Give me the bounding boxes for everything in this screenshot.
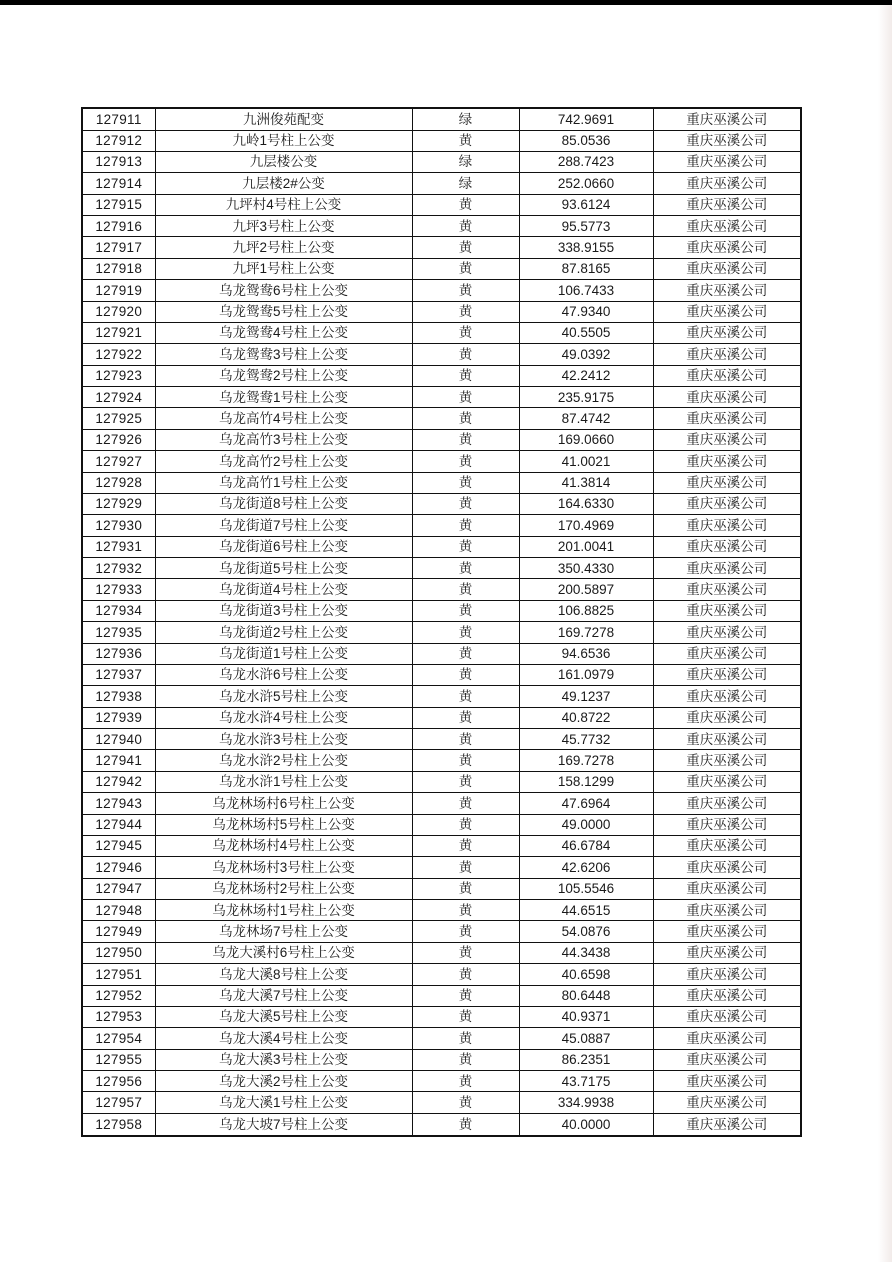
- cell-load-value: 41.3814: [519, 472, 653, 493]
- cell-company-name: 重庆巫溪公司: [653, 408, 801, 429]
- cell-device-name: 乌龙大溪8号柱上公变: [155, 964, 412, 985]
- table-row: [82, 536, 801, 557]
- cell-device-name: 乌龙水浒2号柱上公变: [155, 750, 412, 771]
- cell-color-flag: 黄: [412, 1049, 519, 1070]
- table-row: [82, 493, 801, 514]
- cell-id: 127922: [82, 344, 155, 365]
- cell-color-flag: 黄: [412, 408, 519, 429]
- cell-color-flag: 黄: [412, 921, 519, 942]
- cell-device-name: 乌龙街道4号柱上公变: [155, 579, 412, 600]
- cell-id: 127942: [82, 771, 155, 792]
- cell-id: 127918: [82, 258, 155, 279]
- cell-load-value: 95.5773: [519, 216, 653, 237]
- cell-company-name: 重庆巫溪公司: [653, 108, 801, 130]
- cell-color-flag: 黄: [412, 322, 519, 343]
- table-row: [82, 216, 801, 237]
- cell-load-value: 169.0660: [519, 429, 653, 450]
- cell-device-name: 九层楼公变: [155, 151, 412, 172]
- cell-color-flag: 绿: [412, 151, 519, 172]
- cell-id: 127930: [82, 515, 155, 536]
- table-row: [82, 173, 801, 194]
- cell-color-flag: 黄: [412, 835, 519, 856]
- cell-device-name: 乌龙大溪3号柱上公变: [155, 1049, 412, 1070]
- cell-id: 127952: [82, 985, 155, 1006]
- cell-device-name: 乌龙水浒1号柱上公变: [155, 771, 412, 792]
- cell-company-name: 重庆巫溪公司: [653, 151, 801, 172]
- cell-company-name: 重庆巫溪公司: [653, 173, 801, 194]
- top-black-bar: [0, 0, 892, 5]
- cell-color-flag: 黄: [412, 1028, 519, 1049]
- cell-device-name: 乌龙鸳鸯1号柱上公变: [155, 387, 412, 408]
- cell-device-name: 乌龙街道8号柱上公变: [155, 493, 412, 514]
- cell-company-name: 重庆巫溪公司: [653, 387, 801, 408]
- table-row: [82, 1049, 801, 1070]
- cell-id: 127947: [82, 878, 155, 899]
- cell-load-value: 49.0000: [519, 814, 653, 835]
- cell-device-name: 乌龙街道7号柱上公变: [155, 515, 412, 536]
- table-row: [82, 515, 801, 536]
- cell-id: 127928: [82, 472, 155, 493]
- table-row: [82, 429, 801, 450]
- cell-company-name: 重庆巫溪公司: [653, 600, 801, 621]
- cell-color-flag: 黄: [412, 365, 519, 386]
- table-row: [82, 878, 801, 899]
- cell-device-name: 九岭1号柱上公变: [155, 130, 412, 151]
- cell-color-flag: 黄: [412, 579, 519, 600]
- table-row: [82, 1028, 801, 1049]
- cell-company-name: 重庆巫溪公司: [653, 493, 801, 514]
- table-row: [82, 579, 801, 600]
- cell-color-flag: 绿: [412, 173, 519, 194]
- table-row: [82, 857, 801, 878]
- cell-load-value: 201.0041: [519, 536, 653, 557]
- cell-id: 127948: [82, 900, 155, 921]
- cell-company-name: 重庆巫溪公司: [653, 130, 801, 151]
- table-row: [82, 108, 801, 130]
- cell-company-name: 重庆巫溪公司: [653, 322, 801, 343]
- table-row: [82, 322, 801, 343]
- cell-color-flag: 黄: [412, 686, 519, 707]
- table-row: [82, 451, 801, 472]
- cell-id: 127934: [82, 600, 155, 621]
- table-row: [82, 771, 801, 792]
- cell-color-flag: 黄: [412, 536, 519, 557]
- table-row: [82, 622, 801, 643]
- cell-id: 127956: [82, 1071, 155, 1092]
- cell-device-name: 乌龙鸳鸯4号柱上公变: [155, 322, 412, 343]
- cell-device-name: 乌龙街道2号柱上公变: [155, 622, 412, 643]
- page-right-edge-shade: [878, 5, 892, 1262]
- cell-device-name: 乌龙林场村5号柱上公变: [155, 814, 412, 835]
- cell-color-flag: 黄: [412, 942, 519, 963]
- table-row: [82, 707, 801, 728]
- cell-device-name: 乌龙鸳鸯3号柱上公变: [155, 344, 412, 365]
- cell-device-name: 乌龙林场村2号柱上公变: [155, 878, 412, 899]
- cell-load-value: 54.0876: [519, 921, 653, 942]
- cell-load-value: 94.6536: [519, 643, 653, 664]
- cell-load-value: 44.3438: [519, 942, 653, 963]
- cell-color-flag: 黄: [412, 750, 519, 771]
- table-row: [82, 964, 801, 985]
- cell-device-name: 乌龙鸳鸯6号柱上公变: [155, 280, 412, 301]
- cell-color-flag: 黄: [412, 814, 519, 835]
- cell-color-flag: 黄: [412, 280, 519, 301]
- cell-load-value: 49.0392: [519, 344, 653, 365]
- table-row: [82, 1006, 801, 1027]
- cell-company-name: 重庆巫溪公司: [653, 921, 801, 942]
- cell-device-name: 九洲俊苑配变: [155, 108, 412, 130]
- cell-device-name: 乌龙林场村3号柱上公变: [155, 857, 412, 878]
- cell-color-flag: 黄: [412, 194, 519, 215]
- table-row: [82, 344, 801, 365]
- cell-company-name: 重庆巫溪公司: [653, 857, 801, 878]
- cell-company-name: 重庆巫溪公司: [653, 515, 801, 536]
- cell-load-value: 350.4330: [519, 558, 653, 579]
- cell-load-value: 86.2351: [519, 1049, 653, 1070]
- cell-device-name: 乌龙水浒6号柱上公变: [155, 664, 412, 685]
- cell-color-flag: 黄: [412, 985, 519, 1006]
- cell-device-name: 乌龙林场村4号柱上公变: [155, 835, 412, 856]
- cell-id: 127943: [82, 793, 155, 814]
- table-row: [82, 793, 801, 814]
- cell-company-name: 重庆巫溪公司: [653, 985, 801, 1006]
- cell-id: 127913: [82, 151, 155, 172]
- cell-company-name: 重庆巫溪公司: [653, 793, 801, 814]
- cell-color-flag: 黄: [412, 493, 519, 514]
- cell-company-name: 重庆巫溪公司: [653, 237, 801, 258]
- cell-id: 127936: [82, 643, 155, 664]
- cell-color-flag: 黄: [412, 472, 519, 493]
- cell-id: 127912: [82, 130, 155, 151]
- cell-id: 127933: [82, 579, 155, 600]
- cell-id: 127939: [82, 707, 155, 728]
- cell-device-name: 乌龙林场7号柱上公变: [155, 921, 412, 942]
- cell-color-flag: 绿: [412, 108, 519, 130]
- cell-device-name: 乌龙水浒3号柱上公变: [155, 729, 412, 750]
- cell-id: 127946: [82, 857, 155, 878]
- table-row: [82, 750, 801, 771]
- cell-load-value: 169.7278: [519, 750, 653, 771]
- cell-color-flag: 黄: [412, 1092, 519, 1113]
- cell-company-name: 重庆巫溪公司: [653, 686, 801, 707]
- cell-color-flag: 黄: [412, 771, 519, 792]
- cell-device-name: 乌龙鸳鸯2号柱上公变: [155, 365, 412, 386]
- cell-company-name: 重庆巫溪公司: [653, 707, 801, 728]
- cell-load-value: 106.7433: [519, 280, 653, 301]
- cell-id: 127953: [82, 1006, 155, 1027]
- cell-load-value: 158.1299: [519, 771, 653, 792]
- cell-company-name: 重庆巫溪公司: [653, 1006, 801, 1027]
- cell-company-name: 重庆巫溪公司: [653, 878, 801, 899]
- cell-color-flag: 黄: [412, 130, 519, 151]
- cell-color-flag: 黄: [412, 387, 519, 408]
- table-row: [82, 408, 801, 429]
- cell-load-value: 42.6206: [519, 857, 653, 878]
- cell-device-name: 乌龙林场村1号柱上公变: [155, 900, 412, 921]
- cell-device-name: 乌龙水浒4号柱上公变: [155, 707, 412, 728]
- cell-id: 127954: [82, 1028, 155, 1049]
- cell-company-name: 重庆巫溪公司: [653, 964, 801, 985]
- cell-load-value: 93.6124: [519, 194, 653, 215]
- cell-id: 127950: [82, 942, 155, 963]
- cell-load-value: 164.6330: [519, 493, 653, 514]
- cell-id: 127914: [82, 173, 155, 194]
- cell-id: 127931: [82, 536, 155, 557]
- cell-color-flag: 黄: [412, 1071, 519, 1092]
- table-row: [82, 558, 801, 579]
- cell-color-flag: 黄: [412, 1006, 519, 1027]
- cell-load-value: 45.7732: [519, 729, 653, 750]
- table-body: [82, 108, 801, 1136]
- cell-company-name: 重庆巫溪公司: [653, 622, 801, 643]
- table-row: [82, 835, 801, 856]
- cell-device-name: 乌龙大溪村6号柱上公变: [155, 942, 412, 963]
- table-row: [82, 729, 801, 750]
- cell-device-name: 乌龙大溪5号柱上公变: [155, 1006, 412, 1027]
- table-row: [82, 985, 801, 1006]
- table-row: [82, 1092, 801, 1113]
- cell-company-name: 重庆巫溪公司: [653, 750, 801, 771]
- cell-company-name: 重庆巫溪公司: [653, 280, 801, 301]
- cell-company-name: 重庆巫溪公司: [653, 536, 801, 557]
- cell-color-flag: 黄: [412, 600, 519, 621]
- cell-color-flag: 黄: [412, 344, 519, 365]
- cell-color-flag: 黄: [412, 622, 519, 643]
- cell-load-value: 41.0021: [519, 451, 653, 472]
- cell-load-value: 87.4742: [519, 408, 653, 429]
- cell-load-value: 47.6964: [519, 793, 653, 814]
- cell-load-value: 161.0979: [519, 664, 653, 685]
- cell-id: 127940: [82, 729, 155, 750]
- cell-device-name: 乌龙大溪7号柱上公变: [155, 985, 412, 1006]
- cell-device-name: 乌龙高竹1号柱上公变: [155, 472, 412, 493]
- cell-company-name: 重庆巫溪公司: [653, 900, 801, 921]
- cell-company-name: 重庆巫溪公司: [653, 1113, 801, 1136]
- cell-load-value: 169.7278: [519, 622, 653, 643]
- cell-load-value: 338.9155: [519, 237, 653, 258]
- cell-id: 127945: [82, 835, 155, 856]
- cell-color-flag: 黄: [412, 729, 519, 750]
- table-row: [82, 921, 801, 942]
- transformer-table: [81, 107, 802, 1137]
- cell-id: 127937: [82, 664, 155, 685]
- cell-device-name: 乌龙鸳鸯5号柱上公变: [155, 301, 412, 322]
- cell-load-value: 334.9938: [519, 1092, 653, 1113]
- table-row: [82, 365, 801, 386]
- cell-device-name: 九坪3号柱上公变: [155, 216, 412, 237]
- cell-device-name: 乌龙街道1号柱上公变: [155, 643, 412, 664]
- cell-id: 127916: [82, 216, 155, 237]
- cell-company-name: 重庆巫溪公司: [653, 301, 801, 322]
- cell-color-flag: 黄: [412, 1113, 519, 1136]
- cell-company-name: 重庆巫溪公司: [653, 814, 801, 835]
- cell-id: 127958: [82, 1113, 155, 1136]
- cell-load-value: 85.0536: [519, 130, 653, 151]
- cell-load-value: 40.6598: [519, 964, 653, 985]
- table-row: [82, 664, 801, 685]
- cell-device-name: 乌龙街道3号柱上公变: [155, 600, 412, 621]
- cell-color-flag: 黄: [412, 964, 519, 985]
- cell-load-value: 105.5546: [519, 878, 653, 899]
- cell-load-value: 46.6784: [519, 835, 653, 856]
- cell-color-flag: 黄: [412, 878, 519, 899]
- cell-id: 127932: [82, 558, 155, 579]
- cell-id: 127935: [82, 622, 155, 643]
- cell-id: 127924: [82, 387, 155, 408]
- cell-company-name: 重庆巫溪公司: [653, 835, 801, 856]
- cell-device-name: 乌龙大溪2号柱上公变: [155, 1071, 412, 1092]
- cell-company-name: 重庆巫溪公司: [653, 1028, 801, 1049]
- cell-device-name: 乌龙高竹3号柱上公变: [155, 429, 412, 450]
- cell-id: 127915: [82, 194, 155, 215]
- cell-id: 127926: [82, 429, 155, 450]
- cell-device-name: 九坪2号柱上公变: [155, 237, 412, 258]
- cell-device-name: 乌龙大溪1号柱上公变: [155, 1092, 412, 1113]
- cell-id: 127957: [82, 1092, 155, 1113]
- cell-load-value: 80.6448: [519, 985, 653, 1006]
- cell-company-name: 重庆巫溪公司: [653, 729, 801, 750]
- table-row: [82, 1071, 801, 1092]
- table-row: [82, 643, 801, 664]
- cell-company-name: 重庆巫溪公司: [653, 429, 801, 450]
- cell-color-flag: 黄: [412, 258, 519, 279]
- cell-id: 127949: [82, 921, 155, 942]
- cell-company-name: 重庆巫溪公司: [653, 942, 801, 963]
- cell-device-name: 九层楼2#公变: [155, 173, 412, 194]
- cell-load-value: 42.2412: [519, 365, 653, 386]
- table-row: [82, 258, 801, 279]
- table-row: [82, 387, 801, 408]
- cell-color-flag: 黄: [412, 558, 519, 579]
- cell-load-value: 106.8825: [519, 600, 653, 621]
- cell-company-name: 重庆巫溪公司: [653, 216, 801, 237]
- cell-company-name: 重庆巫溪公司: [653, 1071, 801, 1092]
- table-row: [82, 1113, 801, 1136]
- cell-color-flag: 黄: [412, 643, 519, 664]
- cell-load-value: 44.6515: [519, 900, 653, 921]
- cell-id: 127923: [82, 365, 155, 386]
- table-row: [82, 194, 801, 215]
- cell-color-flag: 黄: [412, 707, 519, 728]
- cell-id: 127944: [82, 814, 155, 835]
- cell-load-value: 40.5505: [519, 322, 653, 343]
- table-row: [82, 237, 801, 258]
- cell-id: 127911: [82, 108, 155, 130]
- table-row: [82, 900, 801, 921]
- table-row: [82, 942, 801, 963]
- cell-company-name: 重庆巫溪公司: [653, 258, 801, 279]
- cell-id: 127927: [82, 451, 155, 472]
- cell-company-name: 重庆巫溪公司: [653, 194, 801, 215]
- table-row: [82, 301, 801, 322]
- cell-color-flag: 黄: [412, 793, 519, 814]
- cell-color-flag: 黄: [412, 900, 519, 921]
- table-row: [82, 600, 801, 621]
- cell-load-value: 200.5897: [519, 579, 653, 600]
- cell-id: 127919: [82, 280, 155, 301]
- cell-company-name: 重庆巫溪公司: [653, 664, 801, 685]
- cell-load-value: 87.8165: [519, 258, 653, 279]
- table-row: [82, 130, 801, 151]
- cell-device-name: 九坪1号柱上公变: [155, 258, 412, 279]
- cell-load-value: 170.4969: [519, 515, 653, 536]
- cell-load-value: 40.0000: [519, 1113, 653, 1136]
- cell-device-name: 乌龙林场村6号柱上公变: [155, 793, 412, 814]
- table-row: [82, 472, 801, 493]
- cell-color-flag: 黄: [412, 237, 519, 258]
- cell-load-value: 40.9371: [519, 1006, 653, 1027]
- cell-load-value: 252.0660: [519, 173, 653, 194]
- cell-load-value: 45.0887: [519, 1028, 653, 1049]
- cell-device-name: 乌龙街道6号柱上公变: [155, 536, 412, 557]
- cell-color-flag: 黄: [412, 429, 519, 450]
- cell-load-value: 742.9691: [519, 108, 653, 130]
- cell-load-value: 43.7175: [519, 1071, 653, 1092]
- cell-load-value: 40.8722: [519, 707, 653, 728]
- cell-color-flag: 黄: [412, 216, 519, 237]
- cell-id: 127917: [82, 237, 155, 258]
- cell-id: 127955: [82, 1049, 155, 1070]
- cell-color-flag: 黄: [412, 515, 519, 536]
- table-row: [82, 686, 801, 707]
- cell-load-value: 235.9175: [519, 387, 653, 408]
- cell-device-name: 乌龙街道5号柱上公变: [155, 558, 412, 579]
- cell-device-name: 乌龙大溪4号柱上公变: [155, 1028, 412, 1049]
- cell-id: 127929: [82, 493, 155, 514]
- cell-color-flag: 黄: [412, 451, 519, 472]
- cell-device-name: 乌龙水浒5号柱上公变: [155, 686, 412, 707]
- cell-load-value: 49.1237: [519, 686, 653, 707]
- cell-company-name: 重庆巫溪公司: [653, 771, 801, 792]
- cell-company-name: 重庆巫溪公司: [653, 558, 801, 579]
- cell-id: 127921: [82, 322, 155, 343]
- cell-id: 127920: [82, 301, 155, 322]
- cell-company-name: 重庆巫溪公司: [653, 451, 801, 472]
- cell-load-value: 47.9340: [519, 301, 653, 322]
- cell-company-name: 重庆巫溪公司: [653, 643, 801, 664]
- cell-device-name: 乌龙大坡7号柱上公变: [155, 1113, 412, 1136]
- cell-device-name: 乌龙高竹4号柱上公变: [155, 408, 412, 429]
- table-row: [82, 814, 801, 835]
- cell-device-name: 九坪村4号柱上公变: [155, 194, 412, 215]
- cell-id: 127925: [82, 408, 155, 429]
- table-row: [82, 280, 801, 301]
- cell-company-name: 重庆巫溪公司: [653, 472, 801, 493]
- cell-company-name: 重庆巫溪公司: [653, 579, 801, 600]
- cell-company-name: 重庆巫溪公司: [653, 1049, 801, 1070]
- cell-id: 127938: [82, 686, 155, 707]
- cell-company-name: 重庆巫溪公司: [653, 365, 801, 386]
- table-row: [82, 151, 801, 172]
- cell-company-name: 重庆巫溪公司: [653, 344, 801, 365]
- cell-load-value: 288.7423: [519, 151, 653, 172]
- cell-id: 127951: [82, 964, 155, 985]
- cell-color-flag: 黄: [412, 857, 519, 878]
- cell-company-name: 重庆巫溪公司: [653, 1092, 801, 1113]
- cell-device-name: 乌龙高竹2号柱上公变: [155, 451, 412, 472]
- cell-color-flag: 黄: [412, 664, 519, 685]
- cell-id: 127941: [82, 750, 155, 771]
- cell-color-flag: 黄: [412, 301, 519, 322]
